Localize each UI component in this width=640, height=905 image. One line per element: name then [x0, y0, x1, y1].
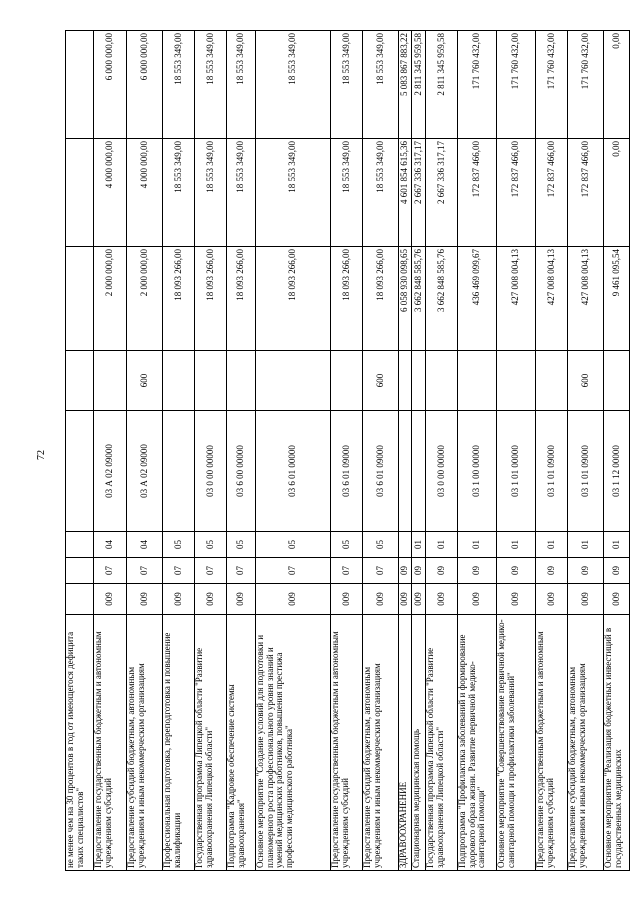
row-year1-amount: 2 000 000,00 [127, 247, 163, 351]
row-year3-amount [66, 31, 94, 139]
row-year3-amount: 2 811 345 959,58 [412, 31, 426, 139]
row-vr-cell: 600 [363, 351, 399, 411]
row-year3-amount: 0,00 [604, 31, 630, 139]
row-pr-cell: 01 [536, 532, 568, 558]
row-year1-amount: 2 000 000,00 [94, 247, 127, 351]
row-year2-amount: 18 553 349,00 [331, 139, 363, 247]
row-rz-cell: 09 [412, 558, 426, 584]
row-year1-amount: 18 093 266,00 [331, 247, 363, 351]
row-year3-amount: 18 553 349,00 [163, 31, 195, 139]
row-ved-cell: 009 [163, 584, 195, 615]
row-pr-cell: 01 [426, 532, 458, 558]
row-year1-amount: 18 093 266,00 [227, 247, 256, 351]
row-vr-cell [195, 351, 227, 411]
page-number: 72 [36, 450, 47, 460]
row-year1-amount [66, 247, 94, 351]
row-rz-cell: 07 [331, 558, 363, 584]
row-name-cell: Основное мероприятие "Реализация бюджетных инвестиций в государственных медицинских [604, 615, 630, 871]
row-year2-amount: 172 837 466,00 [568, 139, 604, 247]
row-pr-cell: 04 [94, 532, 127, 558]
row-year1-amount: 18 093 266,00 [163, 247, 195, 351]
row-pr-cell: 05 [363, 532, 399, 558]
row-pr-cell: 05 [227, 532, 256, 558]
row-csr-cell: 03 6 01 09000 [331, 411, 363, 532]
row-vr-cell [256, 351, 331, 411]
row-pr-cell: 01 [497, 532, 536, 558]
row-pr-cell: 05 [331, 532, 363, 558]
row-vr-cell [426, 351, 458, 411]
row-csr-cell: 03 6 01 00000 [256, 411, 331, 532]
row-csr-cell: 03 0 00 00000 [426, 411, 458, 532]
row-ved-cell [66, 584, 94, 615]
row-rz-cell: 09 [426, 558, 458, 584]
row-csr-cell: 03 6 01 09000 [363, 411, 399, 532]
row-vr-cell [412, 351, 426, 411]
table-row [363, 31, 399, 871]
row-rz-cell: 09 [604, 558, 630, 584]
row-year1-amount: 6 058 930 098,65 [399, 247, 412, 351]
row-ved-cell: 009 [331, 584, 363, 615]
row-year1-amount: 427 008 004,13 [536, 247, 568, 351]
row-year3-amount: 18 553 349,00 [331, 31, 363, 139]
row-rz-cell: 09 [536, 558, 568, 584]
row-rz-cell: 07 [127, 558, 163, 584]
row-pr-cell: 04 [127, 532, 163, 558]
row-ved-cell: 009 [497, 584, 536, 615]
row-csr-cell [163, 411, 195, 532]
row-ved-cell: 009 [568, 584, 604, 615]
row-year2-amount: 172 837 466,00 [497, 139, 536, 247]
row-pr-cell: 01 [412, 532, 426, 558]
row-year2-amount: 4 000 000,00 [94, 139, 127, 247]
row-ved-cell: 009 [604, 584, 630, 615]
row-year2-amount: 172 837 466,00 [536, 139, 568, 247]
row-rz-cell: 09 [497, 558, 536, 584]
row-name-cell: Государственная программа Липецкой области "Развитие здравоохранения Липецкой области" [195, 615, 227, 871]
row-year2-amount: 18 553 349,00 [363, 139, 399, 247]
table-row [604, 31, 630, 871]
row-ved-cell: 009 [363, 584, 399, 615]
row-name-cell: Стационарная медицинская помощь [412, 615, 426, 871]
row-year2-amount: 2 667 336 317,17 [426, 139, 458, 247]
row-name-cell: Подпрограмма "Профилактика заболеваний и формирование здорового образа жизни. Развитие первичной медико-санитарной помощи" [458, 615, 497, 871]
row-year1-amount: 427 008 004,13 [568, 247, 604, 351]
row-ved-cell: 009 [412, 584, 426, 615]
row-vr-cell [536, 351, 568, 411]
row-year2-amount: 0,00 [604, 139, 630, 247]
row-year1-amount: 427 008 004,13 [497, 247, 536, 351]
row-name-cell: ЗДРАВООХРАНЕНИЕ [399, 615, 412, 871]
row-csr-cell: 03 1 00 00000 [458, 411, 497, 532]
row-ved-cell: 009 [127, 584, 163, 615]
table-row [497, 31, 536, 871]
row-vr-cell [331, 351, 363, 411]
row-name-cell: Основное мероприятие "Совершенствование первичной медико-санитарной помощи и профилактики заболеваний" [497, 615, 536, 871]
table-row [163, 31, 195, 871]
row-rz-cell: 09 [568, 558, 604, 584]
row-vr-cell: 600 [127, 351, 163, 411]
row-vr-cell [458, 351, 497, 411]
row-year2-amount: 18 553 349,00 [195, 139, 227, 247]
row-name-cell: не менее чем на 30 процентов в год от имеющегося дефицита таких специалистов" [66, 615, 94, 871]
row-year1-amount: 18 093 266,00 [256, 247, 331, 351]
row-year1-amount: 436 469 099,67 [458, 247, 497, 351]
row-rz-cell: 07 [94, 558, 127, 584]
row-ved-cell: 009 [399, 584, 412, 615]
row-name-cell: Предоставление субсидий бюджетным, автономным учреждениям и иным некоммерческим организациям [363, 615, 399, 871]
row-rz-cell: 07 [227, 558, 256, 584]
row-name-cell: Предоставление государственным бюджетным и автономным учреждениям субсидий [536, 615, 568, 871]
row-csr-cell [66, 411, 94, 532]
row-rz-cell: 07 [195, 558, 227, 584]
table-row [399, 31, 412, 871]
row-pr-cell: 05 [256, 532, 331, 558]
row-pr-cell: 05 [195, 532, 227, 558]
row-year1-amount: 3 662 848 585,76 [426, 247, 458, 351]
row-ved-cell: 009 [227, 584, 256, 615]
row-vr-cell [94, 351, 127, 411]
row-rz-cell: 07 [363, 558, 399, 584]
row-year2-amount: 18 553 349,00 [163, 139, 195, 247]
table-row [66, 31, 94, 871]
row-year3-amount: 171 760 432,00 [536, 31, 568, 139]
table-row [426, 31, 458, 871]
row-name-cell: Предоставление государственным бюджетным и автономным учреждениям субсидий [94, 615, 127, 871]
row-year3-amount: 18 553 349,00 [363, 31, 399, 139]
row-rz-cell: 09 [458, 558, 497, 584]
row-ved-cell: 009 [195, 584, 227, 615]
row-pr-cell: 01 [568, 532, 604, 558]
row-year3-amount: 2 811 345 959,58 [426, 31, 458, 139]
row-vr-cell [399, 351, 412, 411]
row-year3-amount: 6 000 000,00 [94, 31, 127, 139]
row-rz-cell: 07 [163, 558, 195, 584]
row-pr-cell: 01 [604, 532, 630, 558]
row-csr-cell: 03 1 01 09000 [568, 411, 604, 532]
row-vr-cell [604, 351, 630, 411]
row-vr-cell [66, 351, 94, 411]
row-ved-cell: 009 [94, 584, 127, 615]
row-year2-amount: 4 000 000,00 [127, 139, 163, 247]
row-vr-cell [497, 351, 536, 411]
table-row [127, 31, 163, 871]
table-row [568, 31, 604, 871]
row-csr-cell: 03 1 01 09000 [536, 411, 568, 532]
row-year2-amount: 18 553 349,00 [256, 139, 331, 247]
row-year2-amount: 18 553 349,00 [227, 139, 256, 247]
row-vr-cell [163, 351, 195, 411]
row-name-cell: Основное мероприятие "Создание условий для подготовки и планомерного роста профессионального уровня знаний и умений медицинских работников, повышения престижа профессии медицинского работника" [256, 615, 331, 871]
row-csr-cell [399, 411, 412, 532]
row-year3-amount: 18 553 349,00 [227, 31, 256, 139]
row-ved-cell: 009 [256, 584, 331, 615]
table-row [94, 31, 127, 871]
row-name-cell: Предоставление государственным бюджетным и автономным учреждениям субсидий [331, 615, 363, 871]
row-csr-cell: 03 1 12 00000 [604, 411, 630, 532]
budget-table [65, 30, 630, 871]
table-row [195, 31, 227, 871]
row-year1-amount: 3 662 848 585,76 [412, 247, 426, 351]
row-year3-amount: 18 553 349,00 [256, 31, 331, 139]
row-name-cell: Предоставление субсидий бюджетным, автономным учреждениям и иным некоммерческим организациям [568, 615, 604, 871]
row-vr-cell [227, 351, 256, 411]
table-row [227, 31, 256, 871]
row-pr-cell [66, 532, 94, 558]
row-csr-cell: 03 6 00 00000 [227, 411, 256, 532]
table-row [331, 31, 363, 871]
row-year3-amount: 171 760 432,00 [458, 31, 497, 139]
row-name-cell: Подпрограмма "Кадровое обеспечение системы здравоохранения" [227, 615, 256, 871]
row-pr-cell: 05 [163, 532, 195, 558]
row-csr-cell: 03 А 02 09000 [127, 411, 163, 532]
table-row [412, 31, 426, 871]
row-csr-cell: 03 А 02 09000 [94, 411, 127, 532]
row-ved-cell: 009 [536, 584, 568, 615]
row-year2-amount: 4 601 854 615,36 [399, 139, 412, 247]
row-name-cell: Профессиональная подготовка, переподготовка и повышение квалификации [163, 615, 195, 871]
row-pr-cell: 01 [458, 532, 497, 558]
budget-table-container [65, 31, 623, 871]
row-year2-amount: 172 837 466,00 [458, 139, 497, 247]
row-csr-cell: 03 0 00 00000 [195, 411, 227, 532]
row-year3-amount: 171 760 432,00 [497, 31, 536, 139]
row-year2-amount: 2 667 336 317,17 [412, 139, 426, 247]
row-rz-cell: 09 [399, 558, 412, 584]
row-csr-cell: 03 1 01 00000 [497, 411, 536, 532]
table-row [458, 31, 497, 871]
row-year3-amount: 171 760 432,00 [568, 31, 604, 139]
row-name-cell: Государственная программа Липецкой области "Развитие здравоохранения Липецкой области" [426, 615, 458, 871]
row-rz-cell [66, 558, 94, 584]
table-row [536, 31, 568, 871]
row-year1-amount: 9 461 095,54 [604, 247, 630, 351]
row-ved-cell: 009 [458, 584, 497, 615]
row-year3-amount: 6 000 000,00 [127, 31, 163, 139]
table-row [256, 31, 331, 871]
row-name-cell: Предоставление субсидий бюджетным, автономным учреждениям и иным некоммерческим организациям [127, 615, 163, 871]
row-rz-cell: 07 [256, 558, 331, 584]
row-vr-cell: 600 [568, 351, 604, 411]
row-pr-cell [399, 532, 412, 558]
row-year3-amount: 18 553 349,00 [195, 31, 227, 139]
row-year3-amount: 5 083 867 883,22 [399, 31, 412, 139]
row-year2-amount [66, 139, 94, 247]
row-csr-cell [412, 411, 426, 532]
row-year1-amount: 18 093 266,00 [195, 247, 227, 351]
row-ved-cell: 009 [426, 584, 458, 615]
row-year1-amount: 18 093 266,00 [363, 247, 399, 351]
